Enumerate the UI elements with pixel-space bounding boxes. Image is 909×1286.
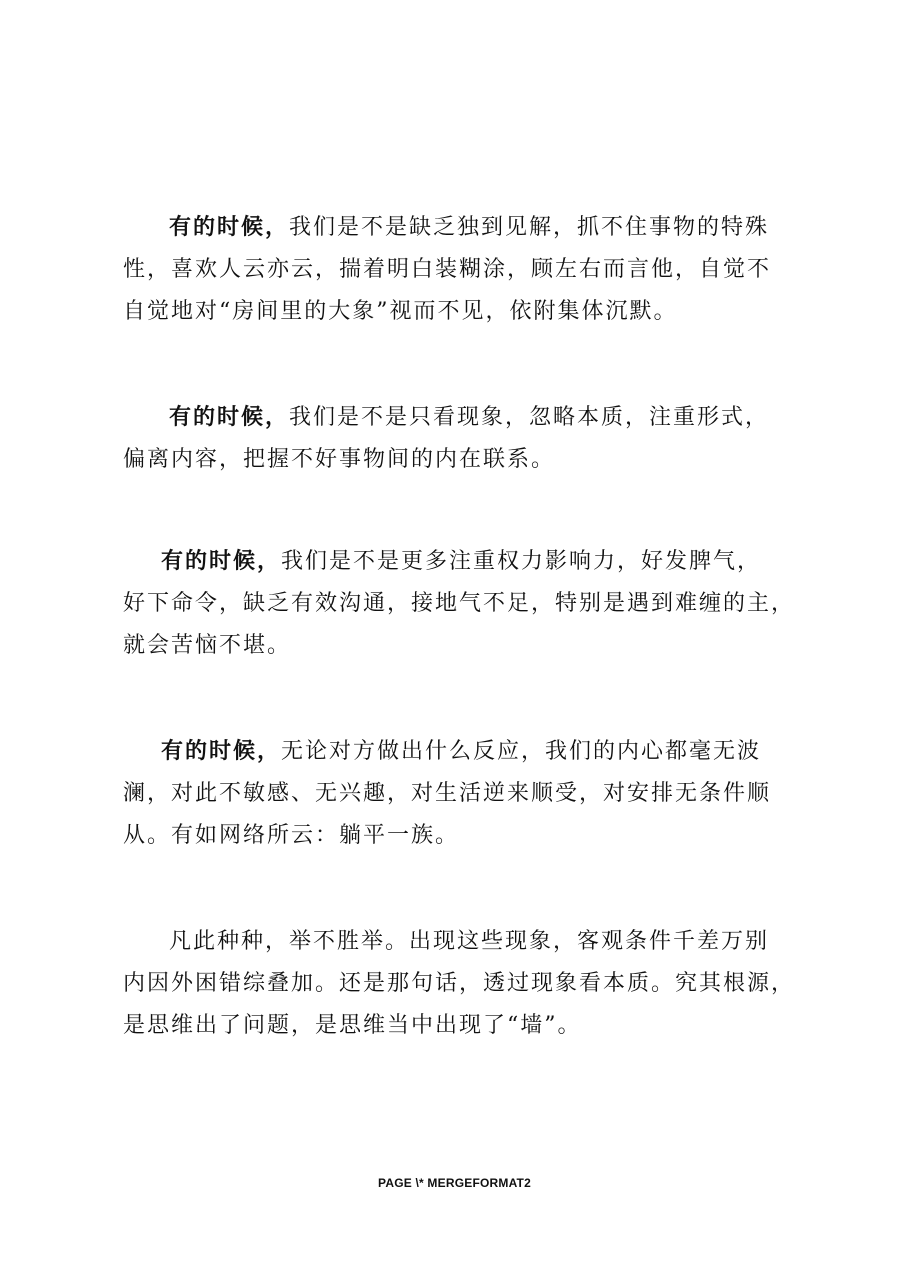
paragraph-text: 无论对方做出什么反应，我们的内心都毫无波	[281, 739, 762, 764]
paragraph-line: 是思维出了问题，是思维当中出现了“墙”。	[123, 1013, 582, 1038]
paragraph-line	[123, 731, 791, 773]
paragraph-text: 我们是不是只看现象，忽略本质，注重形式，	[289, 405, 770, 430]
paragraph-2	[123, 397, 791, 481]
paragraph-3	[123, 541, 796, 667]
paragraph-line: 从。有如网络所云：躺平一族。	[123, 823, 460, 848]
paragraph-line: 性，喜欢人云亦云，揣着明白装糊涂，顾左右而言他，自觉不	[123, 257, 772, 282]
page-footer-field: PAGE \* MERGEFORMAT2	[378, 1176, 531, 1190]
paragraph-line: 偏离内容，把握不好事物间的内在联系。	[123, 447, 556, 472]
paragraph-line: 好下命令，缺乏有效沟通，接地气不足，特别是遇到难缠的主，	[123, 591, 796, 616]
paragraph-5	[123, 921, 796, 1047]
paragraph-1	[123, 207, 791, 333]
paragraph-lead: 有的时候，	[169, 215, 290, 240]
paragraph-line: 凡此种种，举不胜举。出现这些现象，客观条件千差万别	[169, 929, 770, 954]
paragraph-line: 内因外困错综叠加。还是那句话，透过现象看本质。究其根源，	[123, 971, 796, 996]
paragraph-text: 我们是不是缺乏独到见解，抓不住事物的特殊	[289, 215, 770, 240]
paragraph-line: 澜，对此不敏感、无兴趣，对生活逆来顺受，对安排无条件顺	[123, 781, 772, 806]
paragraph-text: 我们是不是更多注重权力影响力，好发脾气，	[281, 549, 762, 574]
paragraph-lead: 有的时候，	[161, 739, 282, 764]
paragraph-lead: 有的时候，	[169, 405, 290, 430]
paragraph-4	[123, 731, 791, 857]
paragraph-line	[123, 541, 791, 583]
paragraph-line	[123, 397, 791, 439]
paragraph-line: 自觉地对“房间里的大象”视而不见，依附集体沉默。	[123, 299, 678, 324]
paragraph-lead: 有的时候，	[161, 549, 282, 574]
paragraph-line	[123, 207, 791, 249]
paragraph-line: 就会苦恼不堪。	[123, 633, 292, 658]
